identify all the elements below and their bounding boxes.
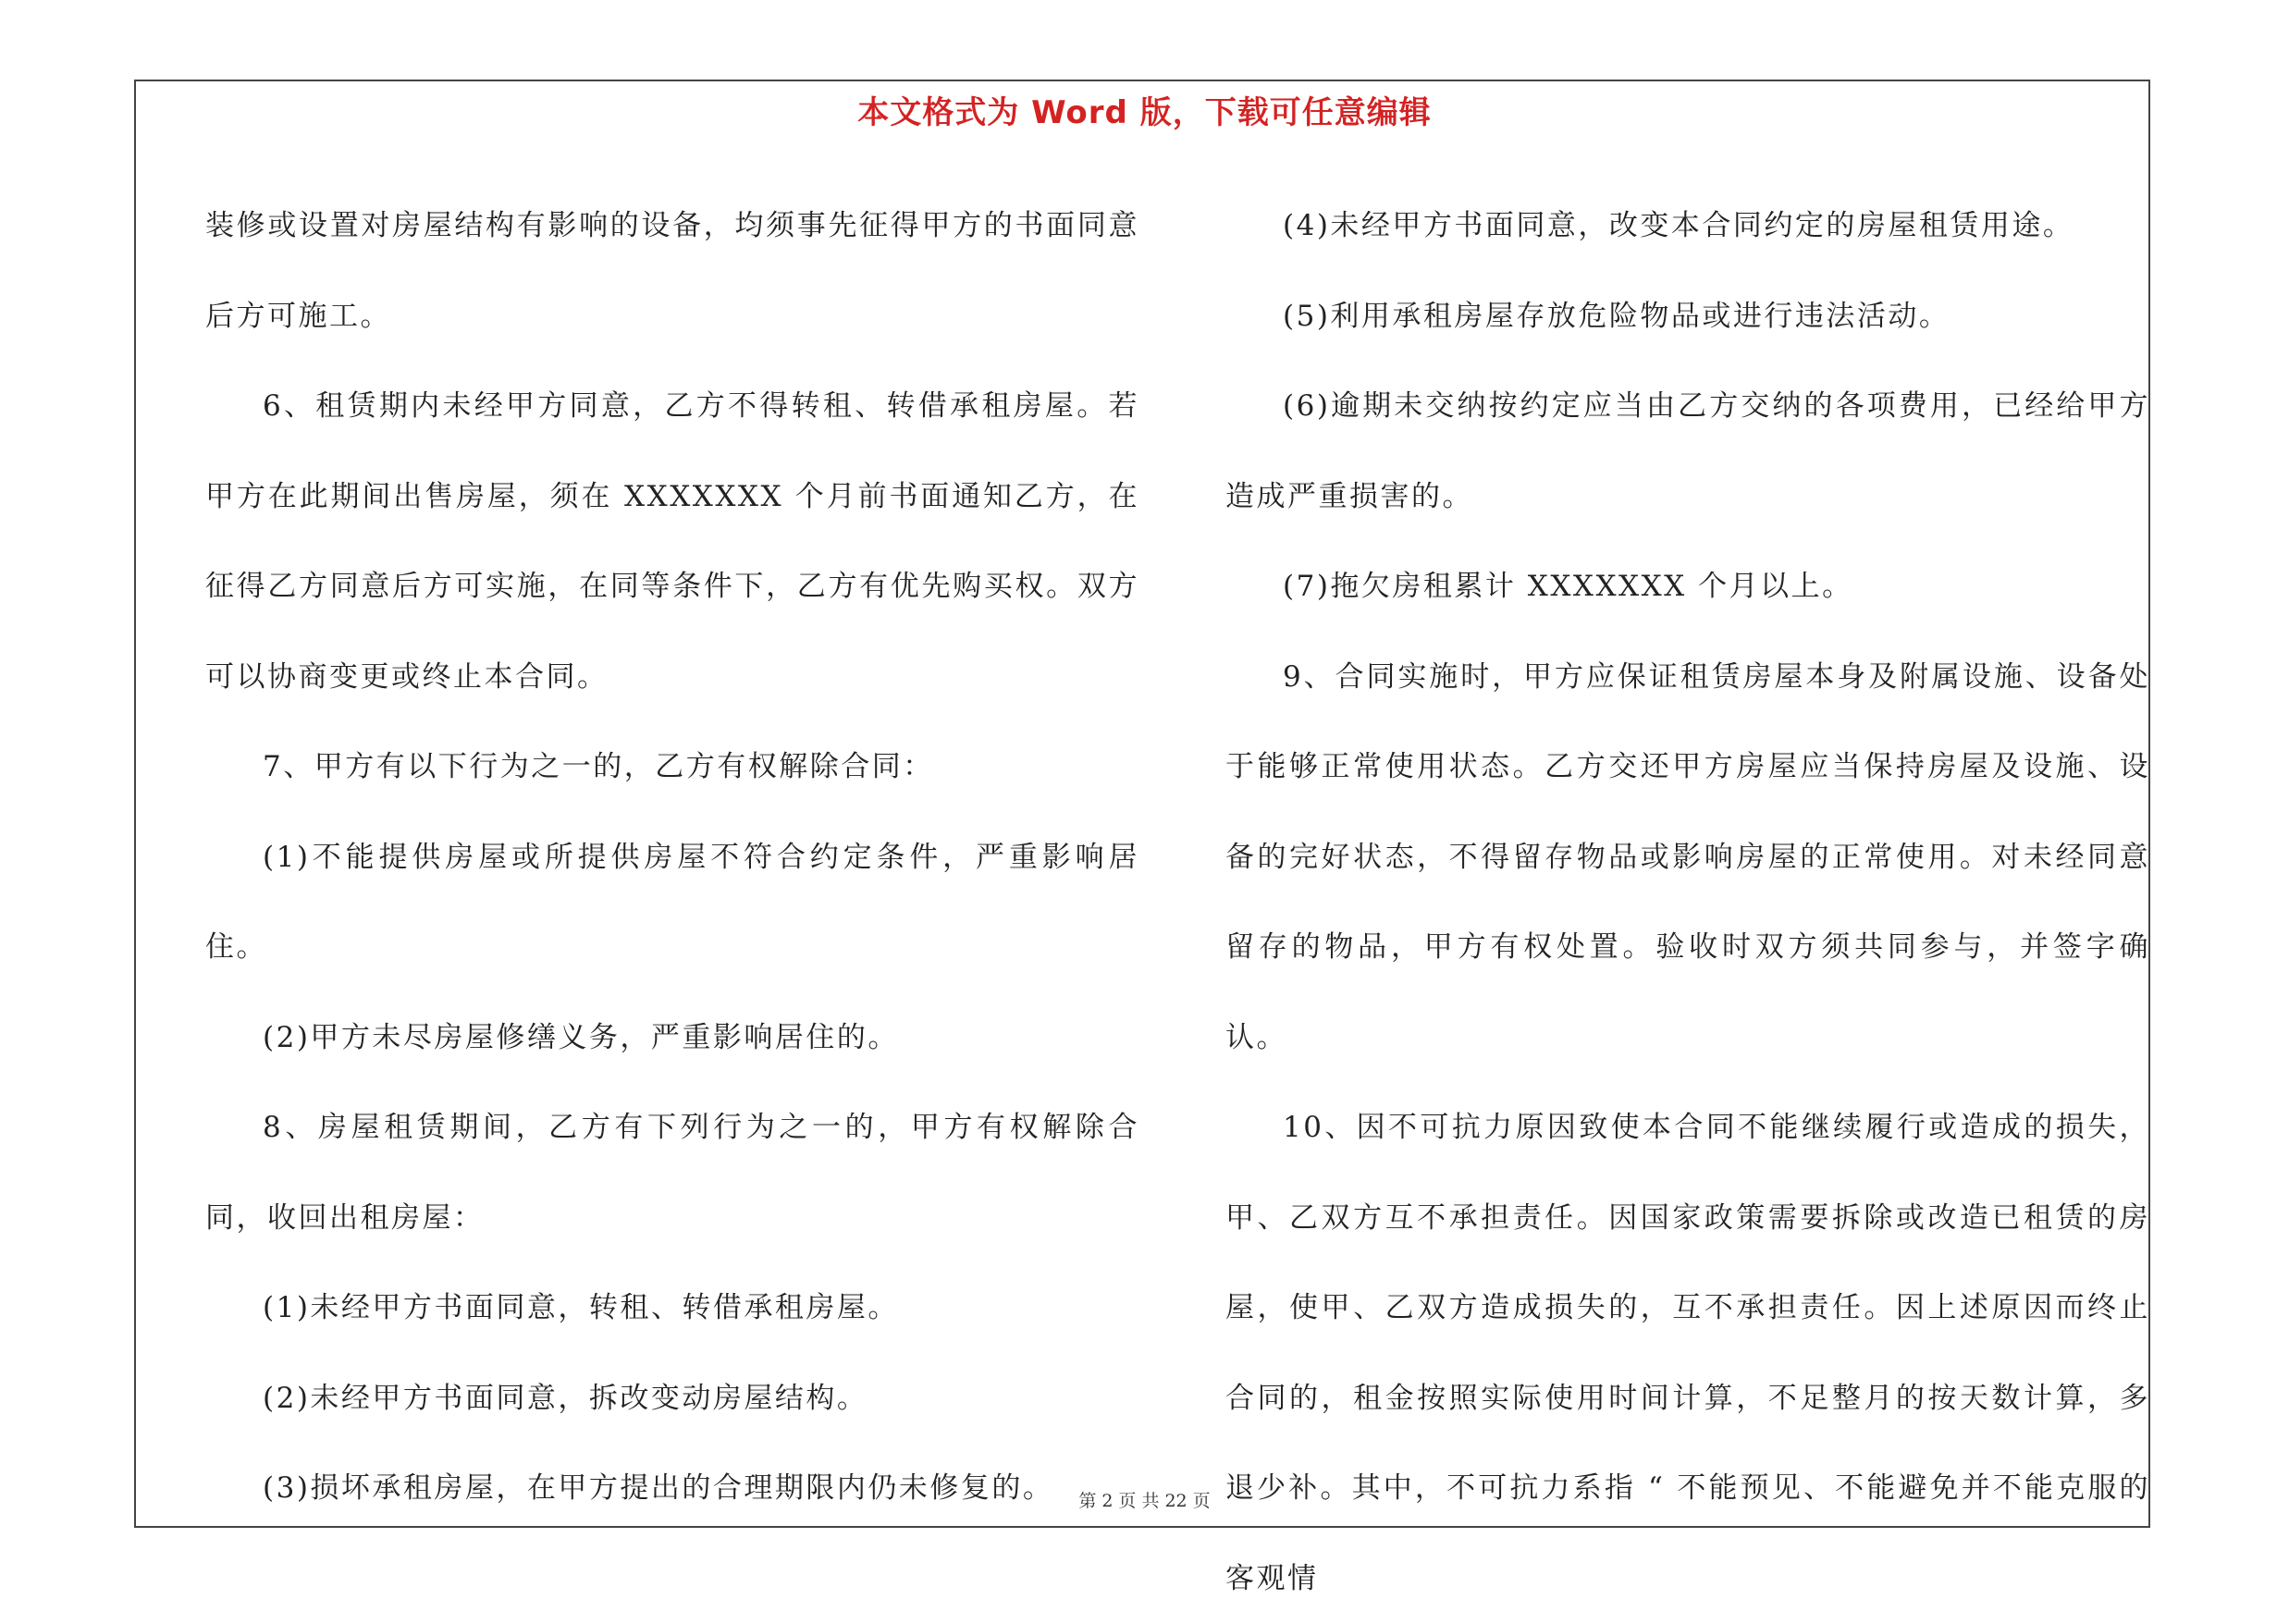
paragraph: (3)损坏承租房屋，在甲方提出的合理期限内仍未修复的。 [263, 1471, 1054, 1505]
footer-middle: 页 共 [1118, 1491, 1160, 1511]
word-format-banner: 本文格式为 Word 版，下载可任意编辑 [857, 94, 1432, 131]
total-page-count: 22 [1164, 1491, 1188, 1511]
page-number-footer [0, 1487, 2289, 1512]
paragraph: 6、租赁期内未经甲方同意，乙方不得转租、转借承租房屋。若甲方在此期间出售房屋，须在 XXXXXXX 个月前书面通知乙方，在征得乙方同意后方可实施，在同等条件下，乙方有优先购买权。双方可以协商变更或终止本合同。 [205, 389, 1139, 694]
paragraph: (2)甲方未尽房屋修缮义务，严重影响居住的。 [263, 1020, 899, 1054]
paragraph: (1)不能提供房屋或所提供房屋不符合约定条件，严重影响居住。 [205, 840, 1139, 964]
paragraph: (1)未经甲方书面同意，转租、转借承租房屋。 [263, 1291, 899, 1324]
current-page-number: 2 [1101, 1491, 1114, 1511]
right-text-column [1225, 181, 2150, 1624]
paragraph: (5)利用承租房屋存放危险物品或进行违法活动。 [1283, 299, 1951, 333]
paragraph: (6)逾期未交纳按约定应当由乙方交纳的各项费用，已经给甲方造成严重损害的。 [1225, 389, 2150, 513]
left-text-column [205, 181, 1139, 1534]
paragraph: 7、甲方有以下行为之一的，乙方有权解除合同： [263, 750, 934, 783]
paragraph: (2)未经甲方书面同意，拆改变动房屋结构。 [263, 1381, 868, 1415]
paragraph: 10、因不可抗力原因致使本合同不能继续履行或造成的损失，甲、乙双方互不承担责任。因国家政策需要拆除或改造已租赁的房屋，使甲、乙双方造成损失的，互不承担责任。因上述原因而终止合同的，租金按照实际使用时间计算，不足整月的按天数计算，多退少补。其中，不可抗力系指 “ 不能预见、不能避免并不能克服的客观情 [1225, 1111, 2150, 1595]
paragraph: (7)拖欠房租累计 XXXXXXX 个月以上。 [1283, 570, 1853, 603]
footer-suffix: 页 [1192, 1491, 1211, 1511]
paragraph: 9、合同实施时，甲方应保证租赁房屋本身及附属设施、设备处于能够正常使用状态。乙方交还甲方房屋应当保持房屋及设施、设备的完好状态，不得留存物品或影响房屋的正常使用。对未经同意留存的物品，甲方有权处置。验收时双方须共同参与，并签字确认。 [1225, 659, 2150, 1054]
paragraph: (4)未经甲方书面同意，改变本合同约定的房屋租赁用途。 [1283, 209, 2074, 242]
paragraph: 8、房屋租赁期间，乙方有下列行为之一的，甲方有权解除合同，收回出租房屋： [205, 1111, 1139, 1235]
footer-prefix: 第 [1078, 1491, 1097, 1511]
paragraph: 装修或设置对房屋结构有影响的设备，均须事先征得甲方的书面同意后方可施工。 [205, 209, 1139, 333]
